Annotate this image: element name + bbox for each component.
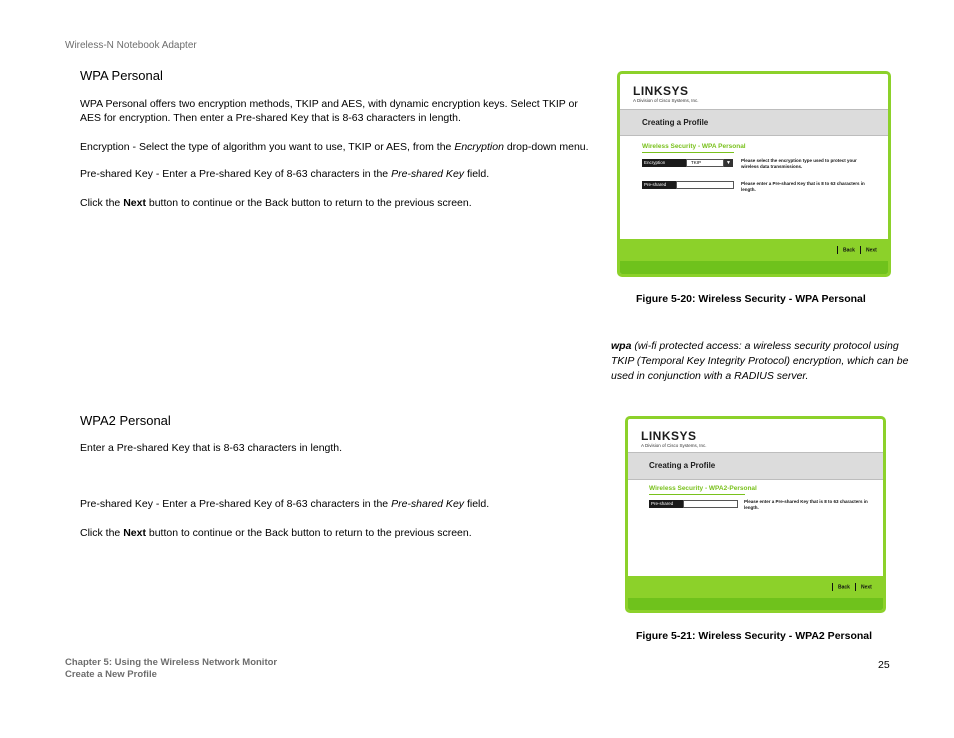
section-underline bbox=[649, 494, 745, 495]
band-title: Creating a Profile bbox=[642, 118, 709, 127]
nav-buttons bbox=[832, 246, 877, 254]
psk-help: Please enter a Pre-shared Key that is 8 to 63 characters in length. bbox=[741, 181, 865, 192]
back-button[interactable]: Back bbox=[838, 584, 850, 591]
dropdown-arrow-icon[interactable]: ▼ bbox=[724, 159, 733, 167]
wpa-personal-screenshot bbox=[617, 71, 891, 277]
wpa-psk-paragraph bbox=[80, 167, 610, 181]
wpa-intro bbox=[80, 97, 600, 125]
page-number: 25 bbox=[878, 659, 890, 671]
text-run-bold: Next bbox=[123, 527, 146, 539]
wpa2-intro: Enter a Pre-shared Key that is 8-63 characters in length. bbox=[80, 442, 343, 454]
linksys-logo-subtitle: A Division of Cisco Systems, Inc. bbox=[641, 443, 707, 448]
figure-5-21-caption: Figure 5-21: Wireless Security - WPA2 Personal bbox=[636, 630, 873, 642]
text-run: Click the bbox=[80, 527, 124, 539]
text-run-italic: Pre-shared Key bbox=[391, 498, 465, 510]
linksys-logo: LINKSYS bbox=[633, 84, 689, 98]
running-header: Wireless-N Notebook Adapter bbox=[65, 40, 197, 51]
back-button[interactable]: Back bbox=[843, 247, 855, 254]
wpa2-personal-screenshot bbox=[625, 416, 886, 613]
wpa2-next-paragraph bbox=[80, 526, 610, 540]
wpa-definition bbox=[611, 339, 911, 384]
wpa2-personal-heading: WPA2 Personal bbox=[80, 413, 171, 428]
footer-section: Create a New Profile bbox=[65, 669, 157, 680]
linksys-logo: LINKSYS bbox=[641, 429, 697, 443]
wpa-intro-line1: WPA Personal offers two encryption methods, TKIP and AES, with dynamic encryption keys. Select TKIP or bbox=[80, 98, 578, 110]
text-run: field. bbox=[464, 498, 490, 510]
figure-5-20-caption: Figure 5-20: Wireless Security - WPA Personal bbox=[636, 293, 866, 305]
text-run: button to continue or the Back button to return to the previous screen. bbox=[145, 527, 472, 539]
definition-text: (wi-fi protected access: a wireless security protocol using TKIP (Temporal Key Integrity Protocol) encryption, which can be used in conjunction with a RADIUS server. bbox=[611, 340, 909, 382]
wpa-intro-line2: AES for encryption. Then enter a Pre-shared Key that is 8-63 characters in length. bbox=[80, 112, 461, 124]
wpa2-psk-paragraph bbox=[80, 497, 610, 511]
band-title: Creating a Profile bbox=[649, 461, 716, 470]
section-title: Wireless Security - WPA2-Personal bbox=[649, 485, 757, 492]
text-run: button to continue or the Back button to return to the previous screen. bbox=[145, 197, 472, 209]
bottom-bar bbox=[620, 261, 888, 277]
encryption-help: Please select the encryption type used to protect your wireless data transmissions. bbox=[741, 158, 857, 169]
next-button[interactable]: Next bbox=[865, 247, 877, 254]
text-run: drop-down menu. bbox=[503, 141, 589, 153]
definition-term: wpa bbox=[611, 340, 632, 352]
text-run: field. bbox=[464, 168, 490, 180]
text-run-italic: Pre-shared Key bbox=[391, 168, 465, 180]
section-underline bbox=[642, 152, 734, 153]
psk-label: Pre-shared Key bbox=[649, 500, 683, 508]
psk-label: Pre-shared Key bbox=[642, 181, 676, 189]
next-button[interactable]: Next bbox=[860, 584, 872, 591]
text-run: Pre-shared Key - Enter a Pre-shared Key of 8-63 characters in the bbox=[80, 168, 392, 180]
bottom-bar bbox=[628, 598, 883, 613]
encryption-select[interactable]: TKIP bbox=[686, 159, 724, 167]
linksys-logo-subtitle: A Division of Cisco Systems, Inc. bbox=[633, 98, 699, 103]
text-run-italic: Encryption bbox=[454, 141, 504, 153]
psk-help: Please enter a Pre-shared Key that is 8 to 63 characters in length. bbox=[744, 499, 868, 510]
wpa-personal-heading: WPA Personal bbox=[80, 68, 163, 83]
footer bbox=[65, 657, 277, 681]
wpa-encryption-paragraph bbox=[80, 140, 610, 154]
text-run: Encryption - Select the type of algorithm you want to use, TKIP or AES, from the bbox=[80, 141, 455, 153]
nav-buttons bbox=[827, 583, 872, 591]
text-run: Pre-shared Key - Enter a Pre-shared Key of 8-63 characters in the bbox=[80, 498, 392, 510]
text-run: Click the bbox=[80, 197, 124, 209]
section-title: Wireless Security - WPA Personal bbox=[642, 143, 746, 150]
footer-chapter: Chapter 5: Using the Wireless Network Monitor bbox=[65, 657, 278, 668]
encryption-label: Encryption bbox=[642, 159, 688, 167]
wpa-next-paragraph bbox=[80, 196, 610, 210]
text-run-bold: Next bbox=[123, 197, 146, 209]
psk-input[interactable] bbox=[676, 181, 734, 189]
psk-input[interactable] bbox=[683, 500, 738, 508]
